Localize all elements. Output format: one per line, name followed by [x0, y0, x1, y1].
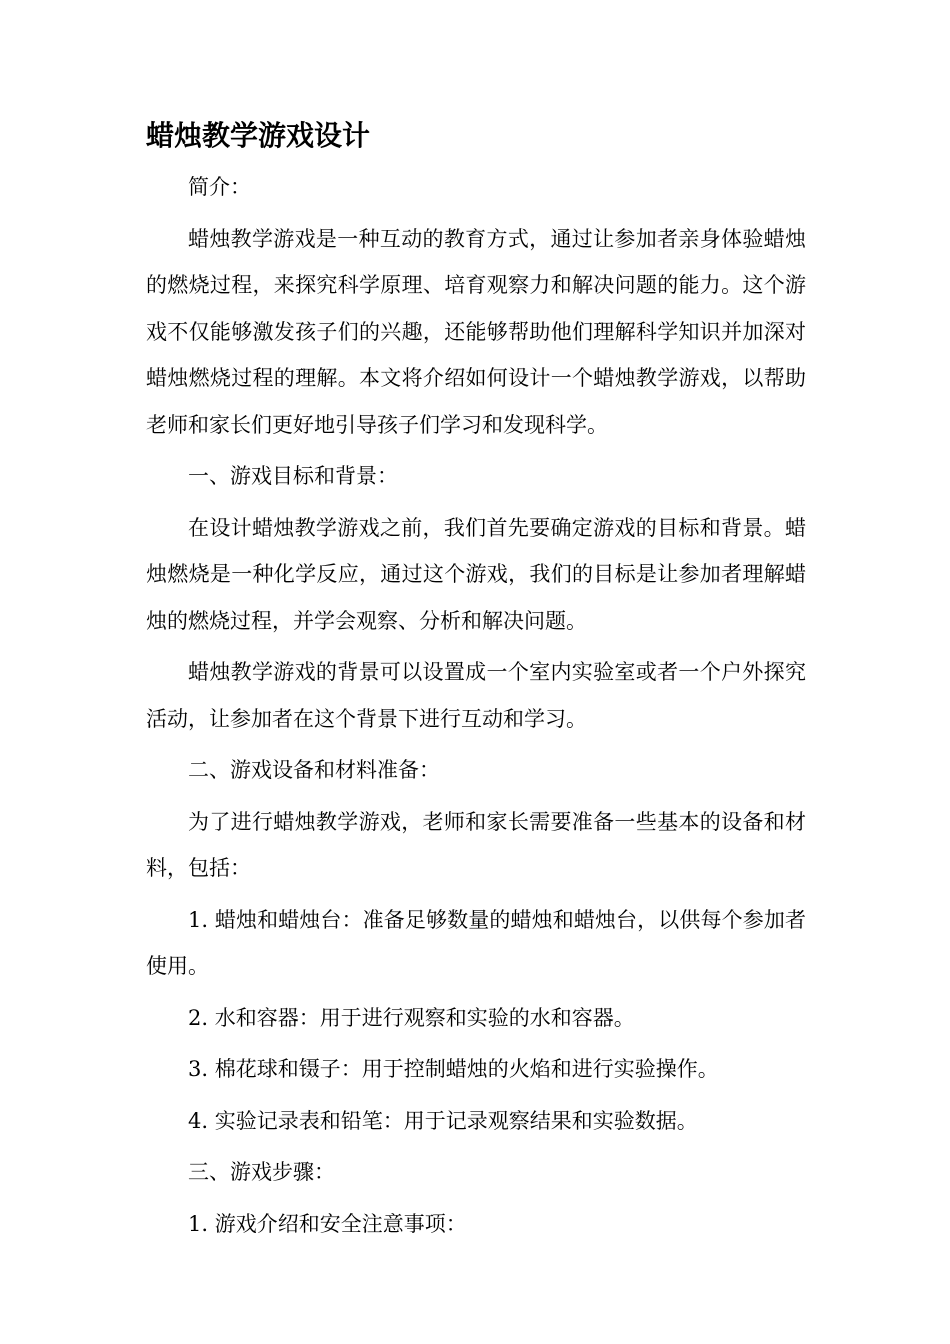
section-heading-steps: 三、游戏步骤：: [188, 1160, 335, 1184]
list-item-record-sheet: 4. 实验记录表和铅笔：用于记录观察结果和实验数据。: [188, 1108, 698, 1133]
document-title: 蜡烛教学游戏设计: [146, 119, 371, 152]
paragraph-background: 蜡烛教学游戏的背景可以设置成一个室内实验室或者一个户外探究活动，让参加者在这个背景下进行互动和学习。: [146, 660, 806, 731]
list-item-step-1: 1. 游戏介绍和安全注意事项：: [188, 1211, 467, 1236]
list-item-candles: 1. 蜡烛和蜡烛台：准备足够数量的蜡烛和蜡烛台，以供每个参加者使用。: [146, 907, 806, 978]
list-item-water: 2. 水和容器：用于进行观察和实验的水和容器。: [188, 1005, 635, 1030]
paragraph-goals: 在设计蜡烛教学游戏之前，我们首先要确定游戏的目标和背景。蜡烛燃烧是一种化学反应，通过这个游戏，我们的目标是让参加者理解蜡烛的燃烧过程，并学会观察、分析和解决问题。: [146, 515, 806, 633]
paragraph-intro: 蜡烛教学游戏是一种互动的教育方式，通过让参加者亲身体验蜡烛的燃烧过程，来探究科学原理、培育观察力和解决问题的能力。这个游戏不仅能够激发孩子们的兴趣，还能够帮助他们理解科学知识并加深对蜡烛燃烧过程的理解。本文将介绍如何设计一个蜡烛教学游戏，以帮助老师和家长们更好地引导孩子们学习和发现科学。: [146, 226, 806, 437]
section-heading-goals: 一、游戏目标和背景：: [188, 464, 398, 488]
section-heading-materials: 二、游戏设备和材料准备：: [188, 758, 440, 782]
document-body: [146, 164, 806, 1252]
list-item-cotton: 3. 棉花球和镊子：用于控制蜡烛的火焰和进行实验操作。: [188, 1057, 719, 1081]
section-label-intro: 简介：: [188, 175, 251, 199]
paragraph-materials-intro: 为了进行蜡烛教学游戏，老师和家长需要准备一些基本的设备和材料，包括：: [146, 809, 806, 880]
